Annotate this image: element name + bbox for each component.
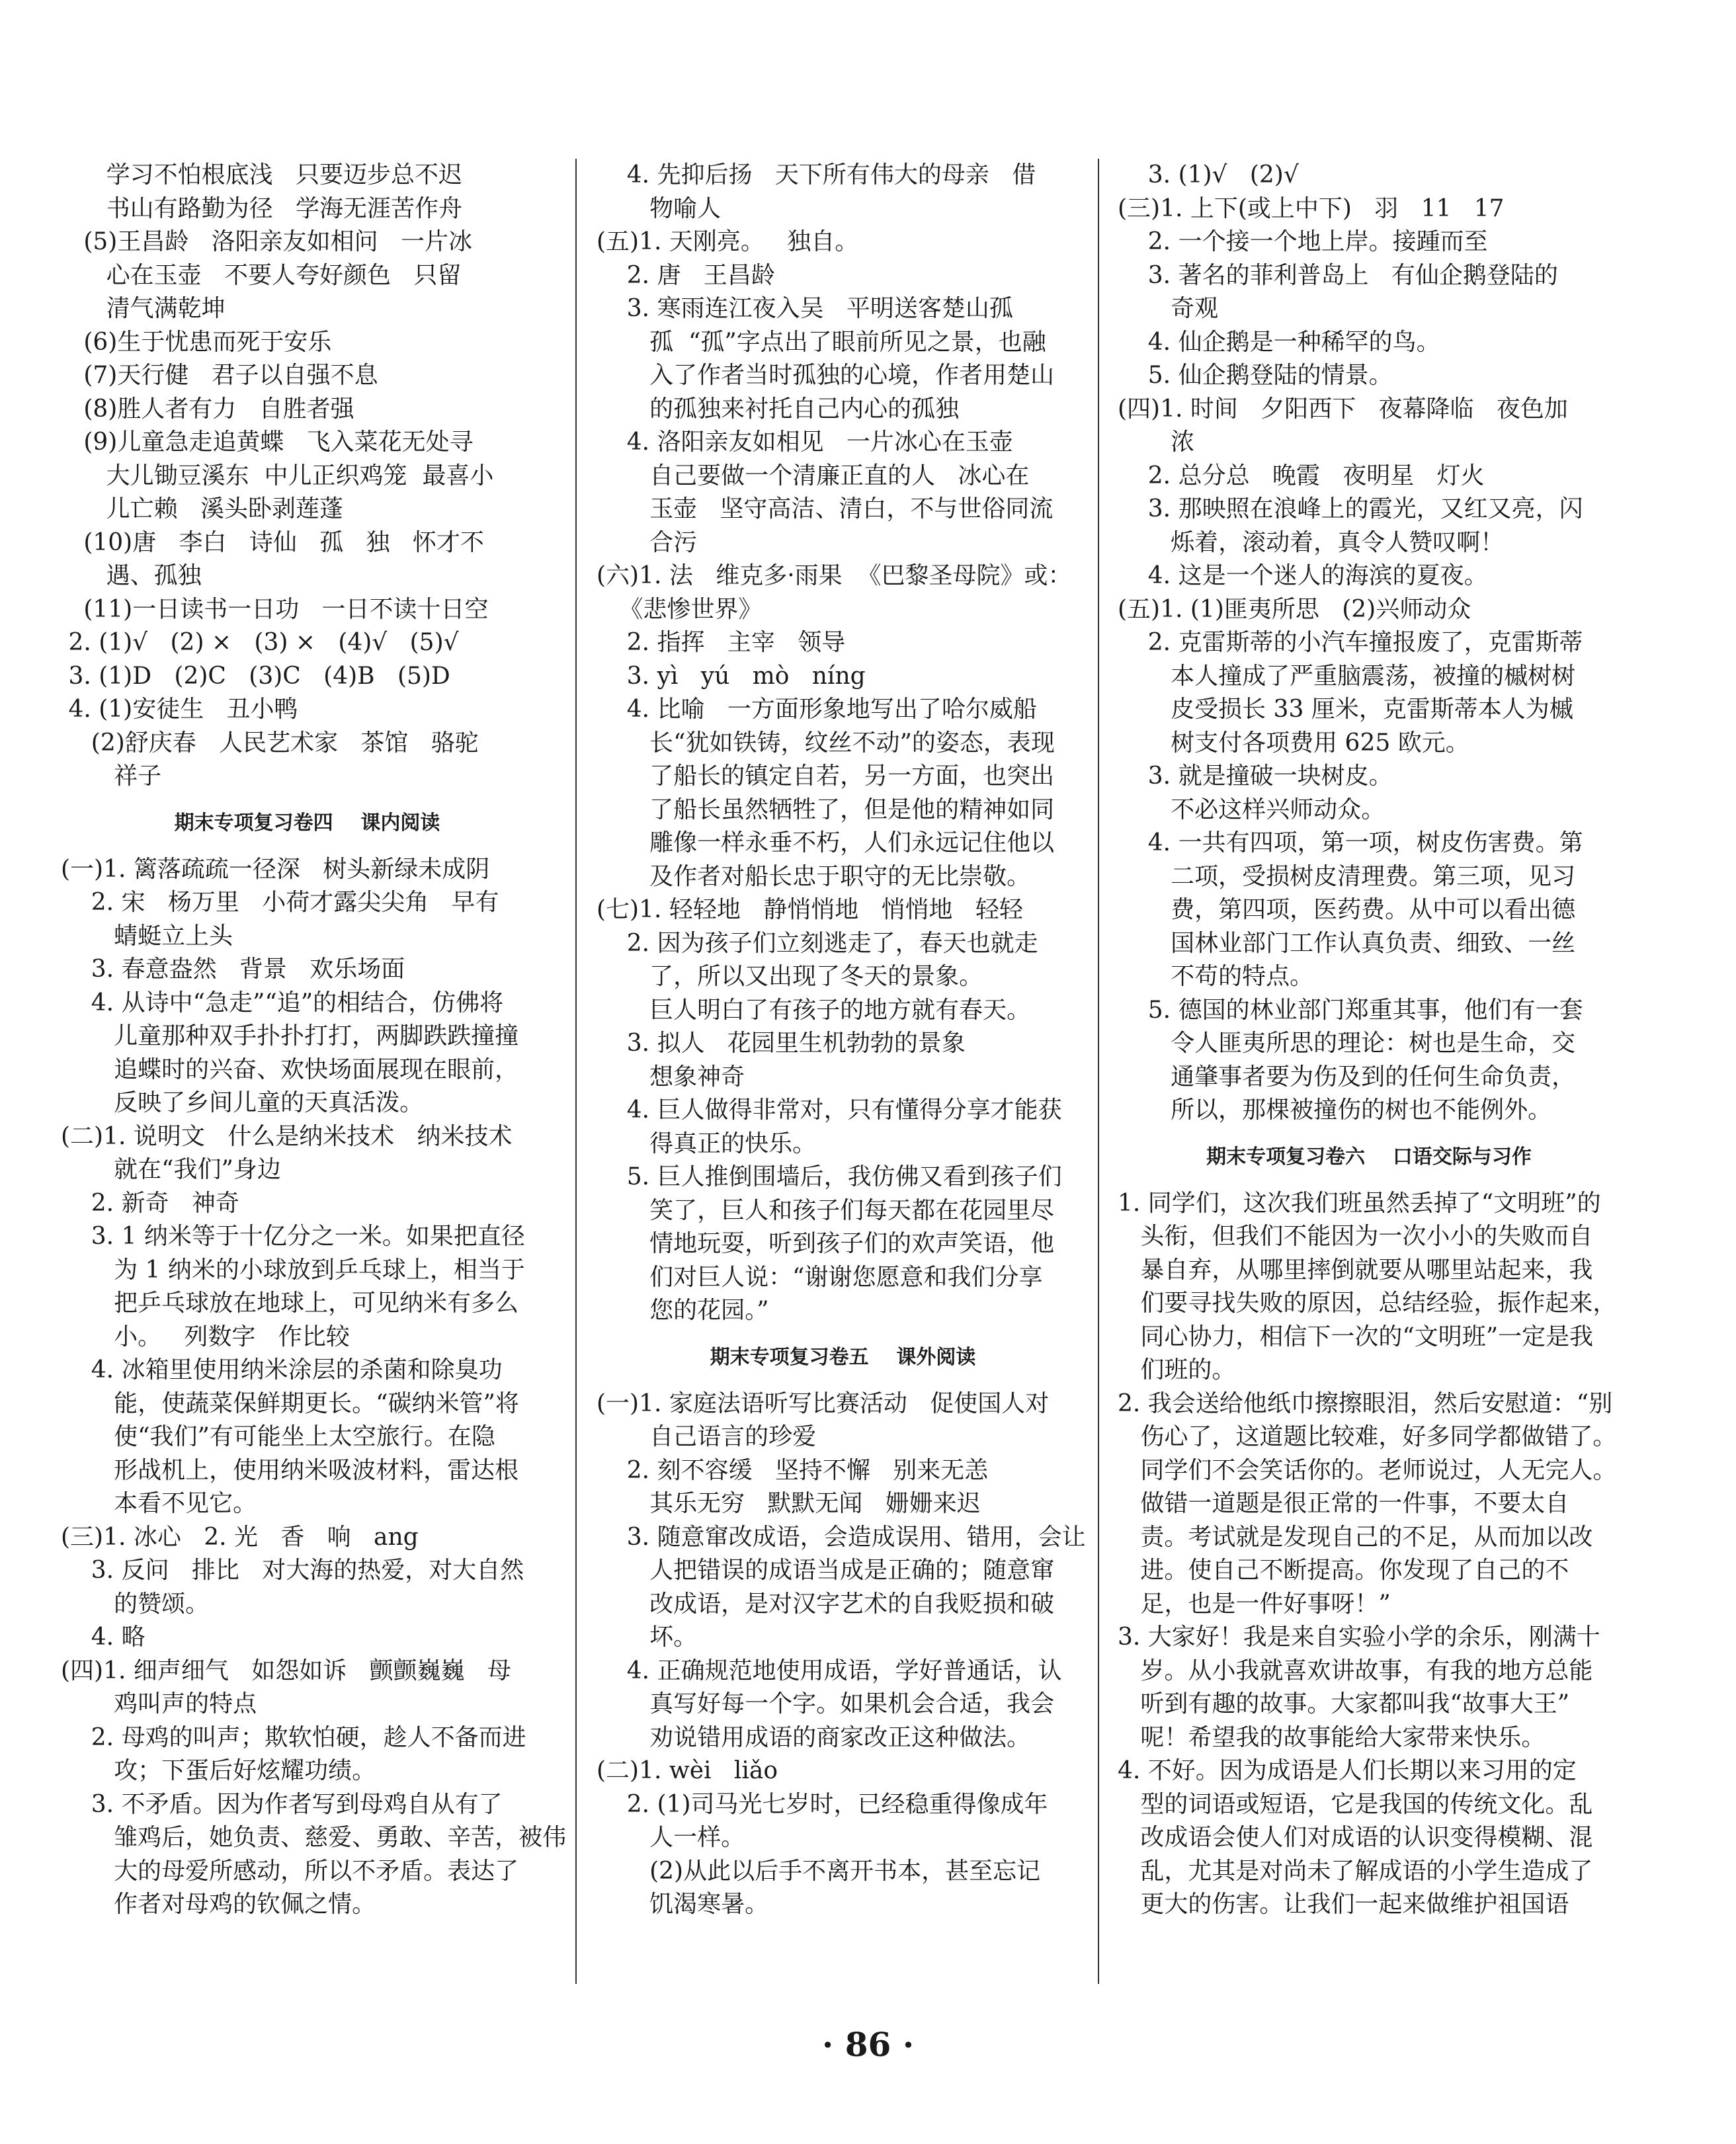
answer-line: 玉壶 坚守高洁、清白，不与世俗同流 [597, 495, 1054, 522]
answer-line: 4. 从诗中“急走”“追”的相结合，仿佛将 [61, 989, 504, 1016]
answer-line: 了船长虽然牺牲了，但是他的精神如同 [597, 796, 1055, 823]
answer-line: 呢！希望我的故事能给大家带来快乐。 [1118, 1723, 1546, 1751]
answer-line: 4. 洛阳亲友如相见 一片冰心在玉壶 [597, 429, 1013, 456]
answer-line: 4. 这是一个迷人的海滨的夏夜。 [1118, 562, 1488, 589]
answer-line: 4. 先抑后扬 天下所有伟大的母亲 借 [597, 161, 1036, 188]
answer-line: (四)1. 时间 夕阳西下 夜幕降临 夜色加 [1118, 395, 1568, 423]
answer-line: 长“犹如铁铸，纹丝不动”的姿态，表现 [597, 729, 1055, 757]
answer-line: (10)唐 李白 诗仙 孤 独 怀才不 [61, 528, 484, 556]
answer-line: 自己语言的珍爱 [597, 1423, 817, 1450]
answer-line: 笑了，巨人和孩子们每天都在花园里尽 [597, 1196, 1055, 1224]
answer-line: 了，所以又出现了冬天的景象。 [597, 963, 983, 990]
answer-line: 小。 列数字 作比较 [61, 1323, 350, 1350]
answer-line: 2. 一个接一个地上岸。接踵而至 [1118, 228, 1488, 255]
answer-line: 2. 刻不容缓 坚持不懈 别来无恙 [597, 1456, 989, 1484]
answer-line: 不苟的特点。 [1118, 963, 1314, 990]
answer-line: 3. 春意盎然 背景 欢乐场面 [61, 956, 405, 983]
answer-line: 4. 一共有四项，第一项，树皮伤害费。第 [1118, 829, 1583, 856]
answer-line: (11)一日读书一日功 一日不读十日空 [61, 595, 489, 623]
answer-line: 所以，那棵被撞伤的树也不能例外。 [1118, 1096, 1552, 1124]
answer-line: 国林业部门工作认真负责、细致、一丝 [1118, 929, 1576, 957]
answer-line: 的孤独来衬托自己内心的孤独 [597, 395, 960, 423]
answer-line: 及作者对船长忠于职守的无比崇敬。 [597, 862, 1031, 890]
answer-line: 了船长的镇定自若，另一方面，也突出 [597, 763, 1055, 790]
answer-line: 3. 寒雨连江夜入吴 平明送客楚山孤 [597, 295, 1013, 322]
answer-line: 反映了乡间儿童的天真活泼。 [61, 1089, 424, 1116]
answer-line: 劝说错用成语的商家改正这种做法。 [597, 1723, 1031, 1751]
answer-line: 们要寻找失败的原因，总结经验，振作起来， [1118, 1290, 1617, 1317]
answer-line: 为 1 纳米的小球放到乒乓球上，相当于 [61, 1256, 525, 1284]
answer-line: 得真正的快乐。 [597, 1130, 817, 1157]
page-number: · 86 · [821, 2025, 915, 2064]
answer-line: (四)1. 细声细气 如怨如诉 颤颤巍巍 母 [61, 1657, 511, 1684]
answer-line: 孤 “孤”字点出了眼前所见之景，也融 [597, 328, 1046, 356]
answer-line: 4. 不好。因为成语是人们长期以来习用的定 [1118, 1757, 1577, 1784]
answer-line: 雕像一样永垂不朽，人们永远记住他以 [597, 829, 1055, 856]
answer-line: (五)1. 天刚亮。 独自。 [597, 228, 859, 255]
answer-line: 费，第四项，医药费。从中可以看出德 [1118, 896, 1576, 923]
answer-line: 1. 同学们，这次我们班虽然丢掉了“文明班”的 [1118, 1189, 1601, 1217]
answer-line: 4. 巨人做得非常对，只有懂得分享才能获 [597, 1096, 1062, 1124]
answer-line: 物喻人 [597, 194, 722, 222]
answer-line: 雏鸡后，她负责、慈爱、勇敢、辛苦，被伟 [61, 1824, 567, 1851]
answer-line: 自己要做一个清廉正直的人 冰心在 [597, 462, 1030, 489]
answer-line: 2. 新奇 神奇 [61, 1189, 239, 1217]
answer-line: 岁。从小我就喜欢讲故事，有我的地方总能 [1118, 1657, 1593, 1684]
answer-line: 学习不怕根底浅 只要迈步总不迟 [61, 161, 462, 188]
answer-line: 2. 总分总 晚霞 夜明星 灯火 [1118, 462, 1485, 489]
answer-line: 3. 那映照在浪峰上的霞光，又红又亮，闪 [1118, 495, 1583, 522]
answer-line: 伤心了，这道题比较难，好多同学都做错了。 [1118, 1423, 1617, 1450]
answer-line: 就在“我们”身边 [61, 1156, 281, 1183]
answer-line: (6)生于忧患而死于安乐 [61, 328, 332, 356]
answer-line: 合污 [597, 528, 698, 556]
answer-line: 其乐无穷 默默无闻 姗姗来迟 [597, 1490, 981, 1517]
answer-line: 您的花园。” [597, 1297, 769, 1324]
answer-line: (一)1. 篱落疏疏一径深 树头新绿未成阴 [61, 855, 490, 883]
answer-line: 3. 就是撞破一块树皮。 [1118, 763, 1393, 790]
section-title: 期末专项复习卷六 口语交际与习作 [1206, 1145, 1532, 1169]
answer-line: 通肇事者要为伤及到的任何生命负责， [1118, 1063, 1576, 1091]
answer-line: 本人撞成了严重脑震荡，被撞的槭树树 [1118, 662, 1576, 690]
answer-line: 更大的伤害。让我们一起来做维护祖国语 [1118, 1891, 1569, 1918]
answer-line: 3. (1)√ (2)√ [1118, 161, 1299, 188]
answer-line: 改成语，是对汉字艺术的自我贬损和破 [597, 1590, 1055, 1618]
answer-line: 儿童那种双手扑扑打打，两脚跌跌撞撞 [61, 1022, 519, 1050]
answer-line: (一)1. 家庭法语听写比赛活动 促使国人对 [597, 1389, 1050, 1417]
answer-line: 大儿锄豆溪东 中儿正织鸡笼 最喜小 [61, 462, 494, 489]
answer-line: 5. 德国的林业部门郑重其事，他们有一套 [1118, 996, 1583, 1024]
answer-line: 2. 母鸡的叫声；欺软怕硬，趁人不备而进 [61, 1723, 526, 1751]
answer-line: 4. (1)安徒生 丑小鸭 [61, 696, 298, 723]
answer-line: 入了作者当时孤独的心境，作者用楚山 [597, 362, 1055, 389]
answer-line: 3. (1)D (2)C (3)C (4)B (5)D [61, 662, 450, 690]
answer-line: 二项，受损树皮清理费。第三项，见习 [1118, 862, 1576, 890]
answer-line: 清气满乾坤 [61, 295, 226, 322]
answer-line: 令人匪夷所思的理论：树也是生命，交 [1118, 1030, 1576, 1057]
answer-line: 的赞颂。 [61, 1590, 210, 1618]
answer-line: 3. 大家好！我是来自实验小学的余乐，刚满十 [1118, 1624, 1600, 1651]
answer-line: 2. (1)司马光七岁时，已经稳重得像成年 [597, 1790, 1048, 1818]
answer-line: 树支付各项费用 625 欧元。 [1118, 729, 1469, 757]
answer-line: 饥渴寒暑。 [597, 1891, 769, 1918]
answer-line: 4. 比喻 一方面形象地写出了哈尔威船 [597, 696, 1037, 723]
answer-line: 4. 正确规范地使用成语，学好普通话，认 [597, 1657, 1062, 1684]
section-title: 期末专项复习卷五 课外阅读 [710, 1345, 976, 1369]
answer-line: 把乒乓球放在地球上，可见纳米有多么 [61, 1290, 519, 1317]
answer-line: 真写好每一个字。如果机会合适，我会 [597, 1690, 1055, 1717]
answer-line: 型的词语或短语，它是我国的传统文化。乱 [1118, 1790, 1593, 1818]
answer-line: 追蝶时的兴奋、欢快场面展现在眼前， [61, 1055, 519, 1083]
answer-line: 头衔，但我们不能因为一次小小的失败而自 [1118, 1223, 1593, 1250]
answer-line: 浓 [1118, 429, 1195, 456]
answer-line: 使“我们”有可能坐上太空旅行。在隐 [61, 1423, 495, 1450]
answer-line: 皮受损长 33 厘米，克雷斯蒂本人为槭 [1118, 696, 1573, 723]
answer-line: 巨人明白了有孩子的地方就有春天。 [597, 996, 1031, 1024]
answer-line: 2. 唐 王昌龄 [597, 261, 775, 289]
answer-line: 2. 指挥 主宰 领导 [597, 629, 846, 656]
answer-line: 形战机上，使用纳米吸波材料，雷达根 [61, 1456, 519, 1484]
answer-line: 们班的。 [1118, 1356, 1236, 1383]
answer-line: 5. 巨人推倒围墙后，我仿佛又看到孩子们 [597, 1163, 1062, 1190]
answer-line: (二)1. 说明文 什么是纳米技术 纳米技术 [61, 1122, 513, 1150]
answer-line: 听到有趣的故事。大家都叫我“故事大王” [1118, 1690, 1570, 1717]
answer-line: 攻；下蛋后好炫耀功绩。 [61, 1757, 376, 1784]
answer-line: (2)舒庆春 人民艺术家 茶馆 骆驼 [61, 729, 479, 757]
answer-line: 奇观 [1118, 295, 1219, 322]
answer-line: 不必这样兴师动众。 [1118, 796, 1385, 823]
answer-line: 书山有路勤为径 学海无涯苦作舟 [61, 194, 462, 222]
answer-line: 3. 1 纳米等于十亿分之一米。如果把直径 [61, 1223, 525, 1250]
answer-line: 进。使自己不断提高。你发现了自己的不 [1118, 1557, 1569, 1584]
answer-line: 3. 随意窜改成语，会造成误用、错用，会让 [597, 1523, 1086, 1551]
answer-line: 3. 拟人 花园里生机勃勃的景象 [597, 1030, 966, 1057]
answer-line: 坏。 [597, 1624, 698, 1651]
answer-line: 人把错误的成语当成是正确的；随意窜 [597, 1557, 1055, 1584]
answer-line: (7)天行健 君子以自强不息 [61, 362, 378, 389]
answer-line: 祥子 [61, 763, 162, 790]
answer-line: 人一样。 [597, 1824, 745, 1851]
answer-column-left [61, 159, 567, 1922]
answer-line: 暴自弃，从哪里摔倒就要从哪里站起来，我 [1118, 1256, 1593, 1284]
answer-line: 鸡叫声的特点 [61, 1690, 257, 1717]
answer-line: 2. (1)√ (2) × (3) × (4)√ (5)√ [61, 629, 459, 656]
answer-line: 3. yì yú mò níng [597, 662, 866, 690]
answer-line: 儿亡赖 溪头卧剥莲蓬 [61, 495, 343, 522]
answer-line: 3. 不矛盾。因为作者写到母鸡自从有了 [61, 1790, 503, 1818]
section-title: 期末专项复习卷四 课内阅读 [174, 811, 440, 835]
answer-line: 遇、孤独 [61, 562, 202, 589]
answer-line: 足，也是一件好事呀！” [1118, 1590, 1391, 1618]
answer-line: 情地玩耍，听到孩子们的欢声笑语，他 [597, 1230, 1055, 1257]
answer-line: 责。考试就是发现自己的不足，从而加以改 [1118, 1523, 1593, 1551]
column-divider [1098, 159, 1099, 1984]
answer-line: 能，使蔬菜保鲜期更长。“碳纳米管”将 [61, 1389, 519, 1417]
answer-line: 4. 仙企鹅是一种稀罕的鸟。 [1118, 328, 1440, 356]
answer-line: 蜻蜓立上头 [61, 922, 233, 950]
answer-line: 4. 冰箱里使用纳米涂层的杀菌和除臭功 [61, 1356, 503, 1383]
answer-line: 作者对母鸡的钦佩之情。 [61, 1891, 376, 1918]
answer-column-middle [597, 159, 1089, 1922]
answer-line: 3. 著名的菲利普岛上 有仙企鹅登陆的 [1118, 261, 1558, 289]
answer-line: 同学们不会笑话你的。老师说过，人无完人。 [1118, 1456, 1617, 1484]
answer-line: 《悲惨世界》 [597, 595, 763, 623]
answer-line: 3. 反问 排比 对大海的热爱，对大自然 [61, 1557, 524, 1584]
answer-line: (五)1. (1)匪夷所思 (2)兴师动众 [1118, 595, 1471, 623]
answer-line: (二)1. wèi liǎo [597, 1757, 778, 1784]
answer-line: 心在玉壶 不要人夸好颜色 只留 [61, 261, 462, 289]
answer-line: 做错一道题是很正常的一件事，不要太自 [1118, 1490, 1569, 1517]
answer-line: (5)王昌龄 洛阳亲友如相问 一片冰 [61, 228, 472, 255]
answer-line: (七)1. 轻轻地 静悄悄地 悄悄地 轻轻 [597, 896, 1023, 923]
answer-line: 改成语会使人们对成语的认识变得模糊、混 [1118, 1824, 1593, 1851]
answer-line: (三)1. 冰心 2. 光 香 响 ang [61, 1523, 419, 1551]
answer-line: 烁着，滚动着，真令人赞叹啊！ [1118, 528, 1505, 556]
column-divider [575, 159, 577, 1984]
answer-line: 2. 我会送给他纸巾擦擦眼泪，然后安慰道：“别 [1118, 1389, 1613, 1417]
answer-line: 本看不见它。 [61, 1490, 257, 1517]
answer-line: 2. 克雷斯蒂的小汽车撞报废了，克雷斯蒂 [1118, 629, 1583, 656]
answer-line: (9)儿童急走追黄蝶 飞入菜花无处寻 [61, 429, 474, 456]
answer-line: 乱，尤其是对尚未了解成语的小学生造成了 [1118, 1857, 1593, 1885]
answer-line: 同心协力，相信下一次的“文明班”一定是我 [1118, 1323, 1594, 1350]
answer-line: 2. 因为孩子们立刻逃走了，春天也就走 [597, 929, 1038, 957]
answer-line: 们对巨人说：“谢谢您愿意和我们分享 [597, 1263, 1043, 1291]
answer-line: 5. 仙企鹅登陆的情景。 [1118, 362, 1393, 389]
answer-line: 想象神奇 [597, 1063, 745, 1091]
answer-line: (8)胜人者有力 自胜者强 [61, 395, 354, 423]
answer-line: (三)1. 上下(或上中下) 羽 11 17 [1118, 194, 1505, 222]
answer-line: 2. 宋 杨万里 小荷才露尖尖角 早有 [61, 889, 499, 916]
answer-line: (2)从此以后手不离开书本，甚至忘记 [597, 1857, 1041, 1885]
answer-line: (六)1. 法 维克多·雨果 《巴黎圣母院》或： [597, 562, 1072, 589]
answer-line: 大的母爱所感动，所以不矛盾。表达了 [61, 1857, 519, 1885]
answer-column-right [1118, 159, 1620, 1922]
answer-line: 4. 略 [61, 1624, 145, 1651]
